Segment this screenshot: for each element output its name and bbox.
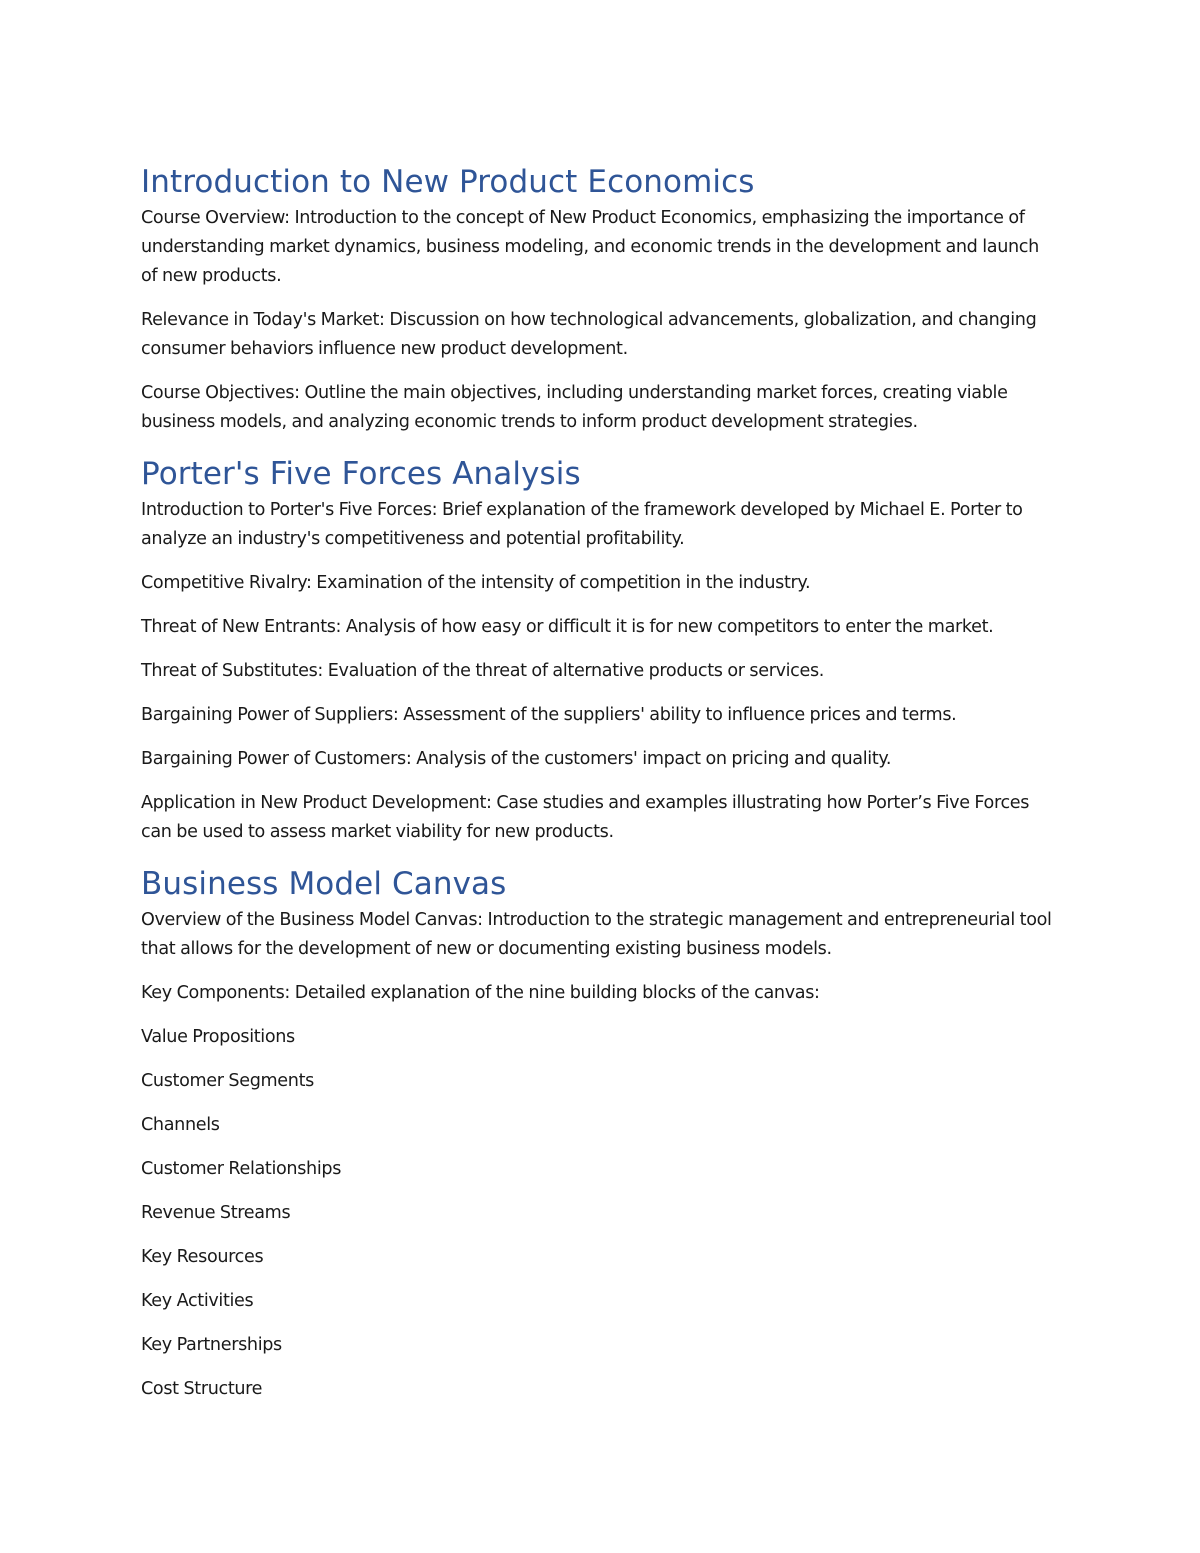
list-item: Customer Segments bbox=[141, 1071, 314, 1091]
list-item: Revenue Streams bbox=[141, 1203, 291, 1223]
paragraph-canvas-overview: Overview of the Business Model Canvas: Introduction to the strategic management and entrepreneurial tool that allows for the development of new or documenting existing business models. bbox=[141, 910, 1052, 959]
paragraph-competitive-rivalry: Competitive Rivalry: Examination of the intensity of competition in the industry. bbox=[141, 573, 811, 593]
section-heading: Introduction to New Product Economics bbox=[141, 164, 755, 200]
paragraph-course-overview: Course Overview: Introduction to the concept of New Product Economics, emphasizing the importance of understanding market dynamics, business modeling, and economic trends in the development and launch of new products. bbox=[141, 208, 1039, 286]
paragraph-course-objectives: Course Objectives: Outline the main objectives, including understanding market forces, creating viable business models, and analyzing economic trends to inform product development strategies. bbox=[141, 383, 1008, 432]
section-intro-new-product-economics bbox=[141, 160, 1056, 437]
list-item: Key Partnerships bbox=[141, 1335, 282, 1355]
paragraph-relevance: Relevance in Today's Market: Discussion on how technological advancements, globalization, and changing consumer behaviors influence new product development. bbox=[141, 310, 1037, 359]
list-item: Cost Structure bbox=[141, 1379, 263, 1399]
list-item: Channels bbox=[141, 1115, 220, 1135]
list-item: Key Activities bbox=[141, 1291, 254, 1311]
paragraph-threat-substitutes: Threat of Substitutes: Evaluation of the threat of alternative products or services. bbox=[141, 661, 825, 681]
section-heading: Porter's Five Forces Analysis bbox=[141, 456, 581, 492]
paragraph-application: Application in New Product Development: Case studies and examples illustrating how Porter’s Five Forces can be used to assess market viability for new products. bbox=[141, 793, 1030, 842]
paragraph-customer-power: Bargaining Power of Customers: Analysis of the customers' impact on pricing and quality. bbox=[141, 749, 892, 769]
document-page bbox=[141, 160, 1056, 1419]
paragraph-supplier-power: Bargaining Power of Suppliers: Assessment of the suppliers' ability to influence prices and terms. bbox=[141, 705, 957, 725]
section-business-model-canvas bbox=[141, 862, 1056, 1404]
section-porters-five-forces bbox=[141, 452, 1056, 847]
list-item: Value Propositions bbox=[141, 1027, 295, 1047]
list-item: Customer Relationships bbox=[141, 1159, 342, 1179]
section-heading: Business Model Canvas bbox=[141, 866, 507, 902]
paragraph-key-components: Key Components: Detailed explanation of the nine building blocks of the canvas: bbox=[141, 983, 820, 1003]
paragraph-intro-five-forces: Introduction to Porter's Five Forces: Brief explanation of the framework developed by Michael E. Porter to analyze an industry's competitiveness and potential profitability. bbox=[141, 500, 1023, 549]
paragraph-threat-new-entrants: Threat of New Entrants: Analysis of how easy or difficult it is for new competitors to enter the market. bbox=[141, 617, 994, 637]
list-item: Key Resources bbox=[141, 1247, 264, 1267]
